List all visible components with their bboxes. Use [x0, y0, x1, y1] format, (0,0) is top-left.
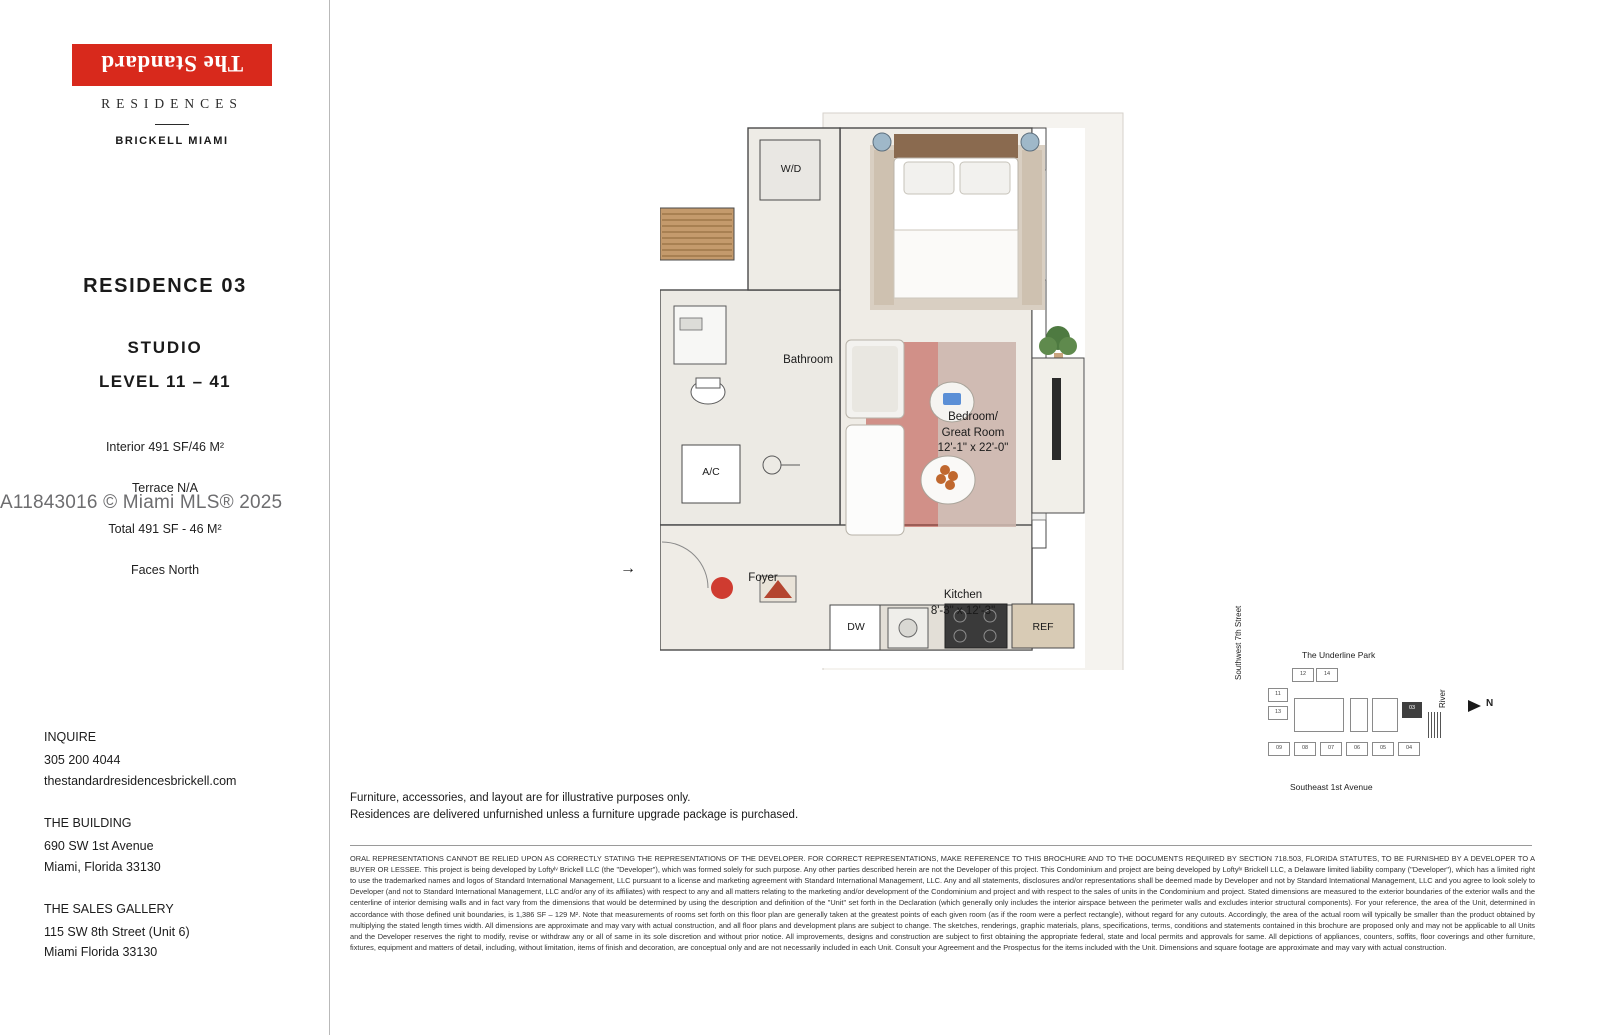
key-plan-grid	[1266, 668, 1424, 773]
key-plan-unit: 13	[1268, 706, 1288, 720]
key-plan-unit: 07	[1320, 742, 1342, 756]
key-plan-core-c	[1372, 698, 1398, 732]
compass-north-label: N	[1486, 698, 1494, 709]
logo-subtitle: RESIDENCES	[101, 96, 243, 111]
contact-building	[44, 813, 314, 877]
key-plan-unit-highlight: 03	[1402, 702, 1422, 718]
key-plan-right-label: River	[1438, 689, 1447, 708]
gallery-address-line2: Miami Florida 33130	[44, 945, 158, 960]
contact-gallery	[44, 899, 314, 963]
appliance-label-washer-dryer: W/D	[780, 163, 802, 175]
key-plan-unit: 12	[1292, 668, 1314, 682]
key-plan-core	[1294, 698, 1344, 732]
inquire-website[interactable]: thestandardresidencesbrickell.com	[44, 773, 237, 788]
key-plan-unit: 09	[1268, 742, 1290, 756]
logo-box	[72, 44, 272, 86]
watermark: A11843016 © Miami MLS® 2025	[0, 492, 283, 513]
key-plan-left-street: Southwest 7th Street	[1234, 605, 1243, 680]
legal-disclaimer: ORAL REPRESENTATIONS CANNOT BE RELIED UPON AS CORRECTLY STATING THE REPRESENTATIONS OF THE DEVELOPER. FOR CORRECT REPRESENTATIONS, MAKE REFERENCE TO THIS BROCHURE AND TO THE DOCUMENTS REQUIRED BY SECTION 718.503, FLORIDA STATUTES, TO BE FURNISHED BY A DEVELOPER TO A BUYER OR LESSEE. This project is being developed by Loftyᴵᵛ Brickell LLC (the "Developer"), which was formed solely for such purpose. Any other parties described herein are not the Developer of this project. This Condominium and project are being developed by Loftyᴵᵛ Brickell LLC, a Delaware limited liability company ("Developer"), which has a limited right to use the trademarked names and logos of Standard International Management, LLC pursuant to a license and marketing agreement with Standard International Management, LLC. Any and all statements, disclosures and/or representations shall be deemed made by Developer and not by Standard International Management, LLC and you agree to look solely to Developer (and not to Standard International Management, LLC and/or any of its affiliates) with respect to any and all matters relating to the marketing and/or development of the Condominium and project and with respect to the sales of units in the Condominium and project. Stated dimensions are measured to the exterior boundaries of the exterior walls and the centerline of interior demising walls and in fact vary from the dimensions that would be determined by using the description and definition of the "Unit" set forth in the Declaration (which generally only includes the interior airspace between the perimeter walls and excludes interior structural components). For your reference, the area of the Unit, determined in accordance with those defined unit boundaries, is 1,386 SF – 129 M². Note that measurements of rooms set forth on this floor plan are generally taken at the greatest points of each given room (as if the room were a perfect rectangle), without regard for any cutouts. Accordingly, the area of the actual room will typically be smaller than the product obtained by multiplying the stated length times width. All dimensions are approximate and may vary with actual construction, and all floor plans and development plans are subject to change. The sketches, renderings, graphic materials, plans, specifications, terms, conditions and statements contained in this brochure are proposed only and may not be applicable to all Units and the Developer reserves the right to modify, revise or withdraw any or all of same in its sole discretion and without prior notice. All improvements, designs and construction are subject to first obtaining the appropriate federal, state and local permits and approvals for same. All depictions of appliances, counters, soffits, floor coverings and other furniture, fixtures, equipment and matters of detail, including, without limitation, items of finish and decoration, are conceptual only and are not necessarily included in each Unit. Consult your Agreement and the Prospectus for the items included with the Unit. Dimensions and square footage are approximate and may vary with actual construction.	[350, 854, 1535, 952]
gallery-address-line1: 115 SW 8th Street (Unit 6)	[44, 924, 190, 939]
residence-heading	[0, 275, 330, 392]
fact-interior: Interior 491 SF/46 M²	[105, 440, 225, 454]
legal-divider	[350, 845, 1532, 846]
key-plan-bottom-street: Southeast 1st Avenue	[1290, 782, 1373, 792]
key-plan-title: The Underline Park	[1302, 650, 1376, 660]
sidebar	[0, 0, 330, 1035]
key-plan-core-b	[1350, 698, 1368, 732]
furniture-note-line1: Furniture, accessories, and layout are for illustrative purposes only.	[350, 792, 691, 804]
logo-city: BRICKELL MIAMI	[115, 135, 229, 147]
floor-plan	[660, 110, 1130, 670]
appliance-label-refrigerator: REF	[1032, 621, 1054, 633]
residence-facts	[0, 440, 330, 604]
fact-total: Total 491 SF - 46 M²	[108, 522, 222, 536]
fact-facing: Faces North	[130, 563, 200, 577]
appliance-label-dishwasher: DW	[847, 621, 865, 633]
page-title: RESIDENCE 03	[83, 275, 247, 297]
appliance-label-ac: A/C	[702, 466, 720, 478]
compass-arrow-icon	[1468, 700, 1481, 712]
room-label-foyer: Foyer	[748, 572, 778, 584]
key-plan-unit: 08	[1294, 742, 1316, 756]
residence-type: STUDIO	[127, 338, 203, 357]
furniture-note-line2: Residences are delivered unfurnished unless a furniture upgrade package is purchased.	[350, 809, 799, 822]
river-hatch	[1428, 712, 1442, 738]
fact-terrace: Terrace N/A	[132, 481, 198, 495]
room-label-bathroom: Bathroom	[783, 354, 833, 366]
key-plan-unit: 11	[1268, 688, 1288, 702]
residence-level: LEVEL 11 – 41	[99, 372, 231, 391]
building-address-line2: Miami, Florida 33130	[44, 859, 161, 874]
contact-block	[44, 727, 314, 985]
contact-inquire	[44, 727, 314, 791]
key-plan-unit: 06	[1346, 742, 1368, 756]
gallery-label: THE SALES GALLERY	[44, 902, 174, 917]
key-plan-unit: 14	[1316, 668, 1338, 682]
compass-icon	[1468, 698, 1528, 722]
key-plan	[1230, 605, 1540, 810]
key-plan-unit: 05	[1372, 742, 1394, 756]
logo-text: The Standard	[100, 51, 244, 76]
inquire-phone[interactable]: 305 200 4044	[44, 753, 121, 767]
furniture-note	[350, 790, 798, 825]
key-plan-unit: 04	[1398, 742, 1420, 756]
logo-divider	[155, 124, 189, 125]
brand-logo	[72, 44, 272, 147]
inquire-label: INQUIRE	[44, 730, 97, 745]
room-label-kitchen: Kitchen 8'-3" x 12'-3"	[930, 589, 996, 617]
entry-arrow-icon: →	[620, 560, 636, 577]
room-label-bedroom: Bedroom/ Great Room 12'-1" x 22'-0"	[937, 411, 1009, 455]
building-address-line1: 690 SW 1st Avenue	[44, 838, 154, 853]
building-label: THE BUILDING	[44, 816, 132, 831]
